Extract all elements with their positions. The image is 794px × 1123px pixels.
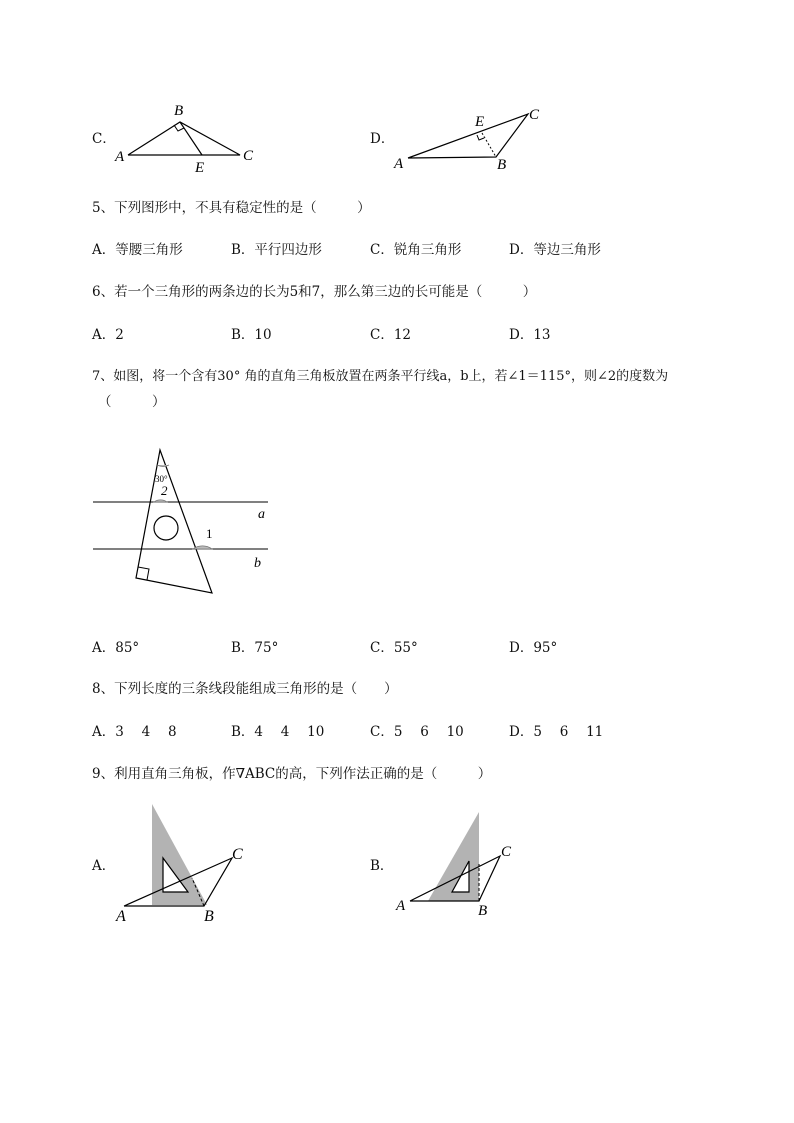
vertex-c-label: C xyxy=(529,107,540,123)
set-square xyxy=(136,450,212,593)
question-7-stem: 7、如图，将一个含有30° 角的直角三角板放置在两条平行线a，b上，若∠1＝115°，则∠2的度数为 xyxy=(92,369,669,384)
option-b: B．平行四边形 xyxy=(231,242,322,258)
set-square-figure-b xyxy=(390,806,530,921)
option-c: C．锐角三角形 xyxy=(370,242,462,258)
option-letter: D． xyxy=(370,131,395,147)
line-a-label: a xyxy=(258,507,265,522)
option-c: C．5 6 10 xyxy=(370,724,464,740)
option-a: A．等腰三角形 xyxy=(92,242,183,258)
question-6-stem: 6、若一个三角形的两条边的长为5和7，那么第三边的长可能是（ ） xyxy=(92,284,537,300)
vertex-c-label: C xyxy=(232,846,243,863)
triangle-figure-c xyxy=(110,98,270,178)
question-8-stem: 8、下列长度的三条线段能组成三角形的是（ ） xyxy=(92,681,398,697)
question-9-stem: 9、利用直角三角板，作∇ABC的高，下列作法正确的是（ ） xyxy=(92,766,492,782)
vertex-a-label: A xyxy=(396,898,406,914)
angle-2-label: 2 xyxy=(161,483,168,498)
set-square-hole xyxy=(154,516,178,540)
vertex-c-label: C xyxy=(501,844,512,860)
option-a: A．85° xyxy=(92,640,140,656)
option-b: B．10 xyxy=(231,327,272,343)
angle-1-label: 1 xyxy=(206,526,213,541)
option-c: C．55° xyxy=(370,640,418,656)
vertex-b-label: B xyxy=(478,903,488,919)
set-square-parallel-lines-figure xyxy=(88,445,278,600)
vertex-b-label: B xyxy=(497,157,507,173)
option-letter: B． xyxy=(370,858,394,874)
point-e-label: E xyxy=(475,114,485,130)
option-d: D．5 6 11 xyxy=(509,724,604,740)
question-5-stem: 5、下列图形中，不具有稳定性的是（ ） xyxy=(92,200,371,216)
question-7-stem-cont: （ ） xyxy=(98,394,166,410)
option-letter: C． xyxy=(92,131,116,147)
option-b: B．75° xyxy=(231,640,279,656)
option-letter: A． xyxy=(92,858,116,874)
vertex-c-label: C xyxy=(243,148,254,164)
vertex-b-label: B xyxy=(174,103,184,119)
option-a: A．3 4 8 xyxy=(92,724,177,740)
line-b-label: b xyxy=(254,556,261,571)
set-square-figure-a xyxy=(112,800,262,930)
option-b: B．4 4 10 xyxy=(231,724,325,740)
option-a: A．2 xyxy=(92,327,124,343)
triangle-figure-d xyxy=(388,100,558,176)
vertex-a-label: A xyxy=(394,156,404,172)
option-d: D．等边三角形 xyxy=(509,242,601,258)
option-c: C．12 xyxy=(370,327,412,343)
vertex-a-label: A xyxy=(116,908,126,925)
angle-30-label: 30° xyxy=(155,474,168,484)
option-d: D．95° xyxy=(509,640,558,656)
vertex-b-label: B xyxy=(204,908,214,925)
vertex-a-label: A xyxy=(115,149,125,165)
point-e-label: E xyxy=(195,160,205,176)
option-d: D．13 xyxy=(509,327,551,343)
